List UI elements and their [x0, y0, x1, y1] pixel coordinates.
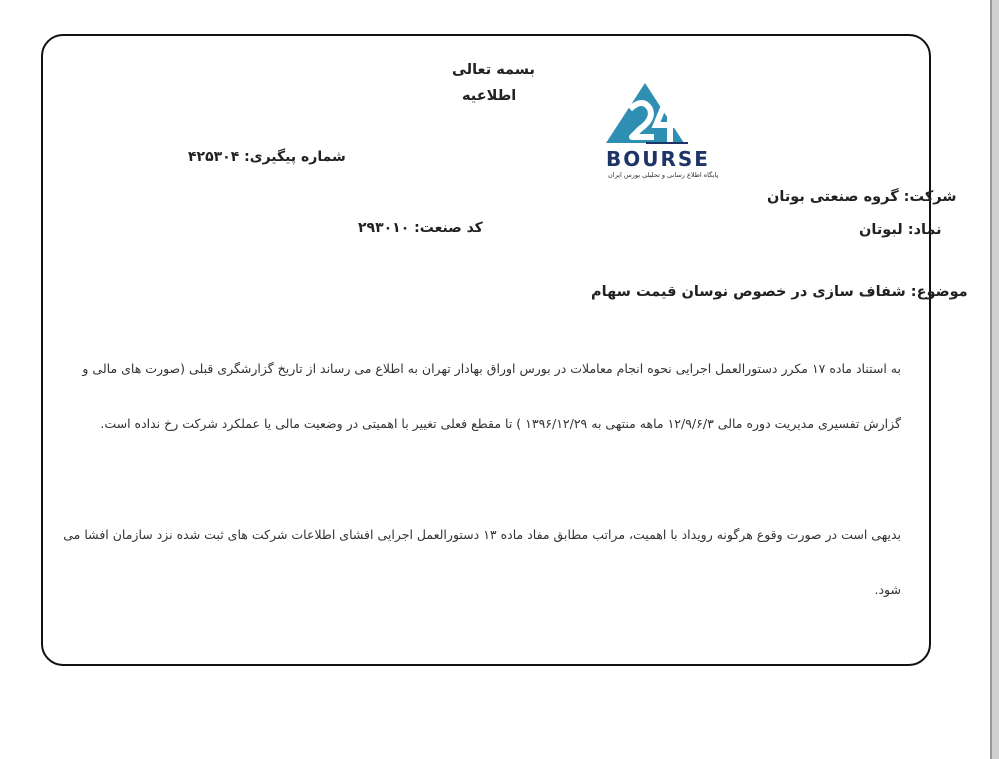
- notice-title: اطلاعیه: [462, 88, 517, 104]
- bourse24-logo: [598, 81, 728, 181]
- paragraph-1-line-2: گزارش تفسیری مدیریت دوره مالی ۱۲/۹/۶/۳ ماهه منتهی به ۱۳۹۶/۱۲/۲۹ ) تا مقطع فعلی تغییر با اهمیتی در وضعیت مالی یا عملکرد شرکت رخ نداده است.: [100, 416, 901, 431]
- industry-code: کد صنعت: ۲۹۳۰۱۰: [358, 220, 483, 236]
- logo-wordmark: BOURSE: [606, 147, 710, 171]
- subject: موضوع: شفاف سازی در خصوص نوسان قیمت سهام: [591, 284, 968, 300]
- logo-subtitle: پایگاه اطلاع رسانی و تحلیلی بورس ایران: [608, 171, 719, 179]
- company-name: شرکت: گروه صنعتی بوتان: [767, 189, 957, 205]
- company-symbol: نماد: لبوتان: [859, 222, 942, 238]
- tracking-number: شماره پیگیری: ۴۲۵۳۰۴: [188, 149, 346, 165]
- paragraph-2-line-2: شود.: [874, 582, 901, 597]
- document-frame: [41, 34, 931, 666]
- bismillah: بسمه تعالی: [452, 62, 535, 78]
- paragraph-1-line-1: به استناد ماده ۱۷ مکرر دستورالعمل اجرایی نحوه انجام معاملات در بورس اوراق بهادار تهران به اطلاع می رساند از تاریخ گزارشگری قبلی (صورت های مالی و: [82, 361, 901, 376]
- paragraph-2-line-1: بدیهی است در صورت وقوع هرگونه رویداد با اهمیت، مراتب مطابق مفاد ماده ۱۳ دستورالعمل اجرایی افشای اطلاعات شرکت های ثبت شده نزد سازمان افشا می: [63, 527, 901, 542]
- window-edge: [990, 0, 999, 759]
